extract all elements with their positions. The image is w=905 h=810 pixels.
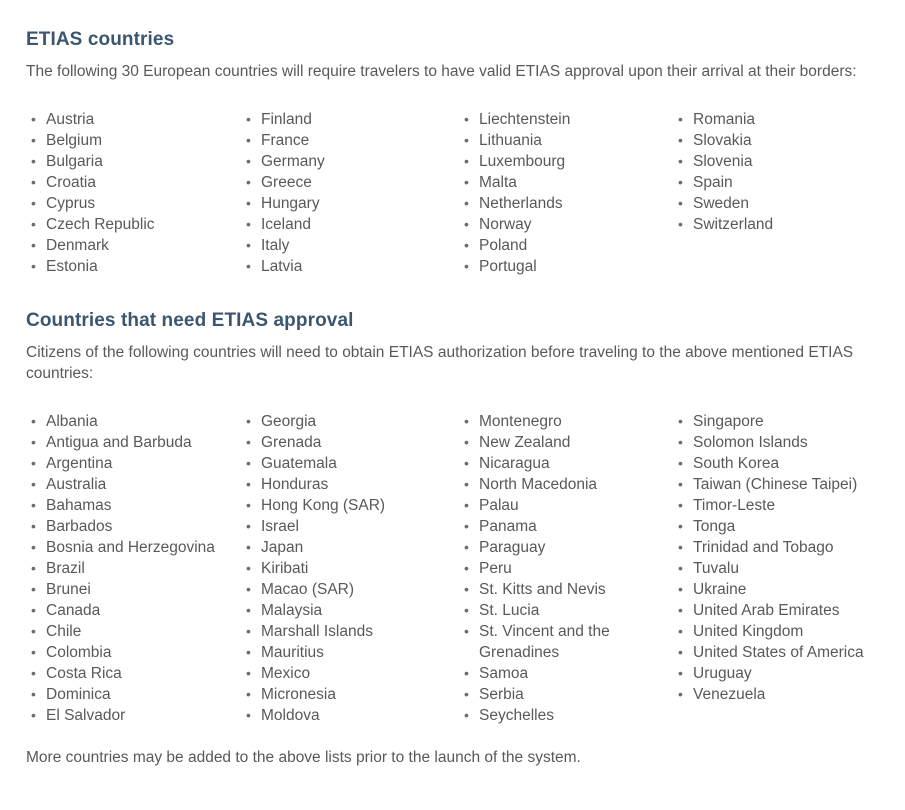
country-list-item xyxy=(26,621,241,642)
country-list-item xyxy=(26,579,241,600)
country-list-item xyxy=(673,642,879,663)
country-list-item xyxy=(459,684,673,705)
country-list-item xyxy=(26,705,241,726)
bullet-icon: • xyxy=(31,560,36,576)
country-column-3 xyxy=(459,411,673,726)
bullet-icon: • xyxy=(31,216,36,232)
country-list-item xyxy=(241,642,459,663)
country-name: Venezuela xyxy=(693,686,766,703)
country-name: Lithuania xyxy=(479,132,542,149)
bullet-icon: • xyxy=(678,518,683,534)
bullet-icon: • xyxy=(246,476,251,492)
country-list-item xyxy=(459,411,673,432)
bullet-icon: • xyxy=(31,258,36,274)
section-approval-countries xyxy=(26,309,879,726)
country-name: Brunei xyxy=(46,581,91,598)
country-list-item xyxy=(459,495,673,516)
bullet-icon: • xyxy=(246,258,251,274)
country-list-item xyxy=(459,474,673,495)
etias-countries-title: ETIAS countries xyxy=(26,29,175,50)
country-name: Honduras xyxy=(261,476,329,493)
country-name: Marshall Islands xyxy=(261,623,373,640)
country-list-item xyxy=(459,193,673,214)
country-list-item xyxy=(673,214,879,235)
country-name: Iceland xyxy=(261,216,311,233)
country-name: Greece xyxy=(261,174,312,191)
country-column-4 xyxy=(673,109,879,235)
country-name: France xyxy=(261,132,310,149)
country-column-1 xyxy=(26,109,241,277)
bullet-icon: • xyxy=(464,132,469,148)
country-list-item xyxy=(241,684,459,705)
country-list-item xyxy=(241,663,459,684)
country-list-item xyxy=(26,516,241,537)
bullet-icon: • xyxy=(246,153,251,169)
country-list-item xyxy=(241,256,459,277)
country-name: Luxembourg xyxy=(479,153,566,170)
country-list-item xyxy=(26,642,241,663)
bullet-icon: • xyxy=(246,132,251,148)
bullet-icon: • xyxy=(31,237,36,253)
bullet-icon: • xyxy=(31,132,36,148)
country-name: Solomon Islands xyxy=(693,434,808,451)
country-name: Palau xyxy=(479,497,519,514)
country-name: United Kingdom xyxy=(693,623,804,640)
country-list-item xyxy=(241,474,459,495)
country-name: Timor-Leste xyxy=(693,497,776,514)
bullet-icon: • xyxy=(246,581,251,597)
bullet-icon: • xyxy=(464,455,469,471)
country-list-item xyxy=(241,411,459,432)
country-name: Czech Republic xyxy=(46,216,155,233)
country-name: Kiribati xyxy=(261,560,309,577)
country-name: Canada xyxy=(46,602,101,619)
country-list-item xyxy=(26,411,241,432)
country-list-item xyxy=(241,151,459,172)
country-name: Peru xyxy=(479,560,512,577)
country-list-item xyxy=(241,172,459,193)
country-list-item xyxy=(241,600,459,621)
country-column-4 xyxy=(673,411,879,705)
bullet-icon: • xyxy=(678,665,683,681)
country-name: Brazil xyxy=(46,560,85,577)
country-name: Tuvalu xyxy=(693,560,739,577)
bullet-icon: • xyxy=(464,111,469,127)
section-etias-countries xyxy=(26,28,879,277)
country-name: Argentina xyxy=(46,455,113,472)
country-list-item xyxy=(459,558,673,579)
bullet-icon: • xyxy=(678,111,683,127)
bullet-icon: • xyxy=(464,153,469,169)
country-name: Malta xyxy=(479,174,517,191)
country-list-item xyxy=(673,411,879,432)
bullet-icon: • xyxy=(246,665,251,681)
country-list-item xyxy=(241,432,459,453)
country-list-item xyxy=(241,558,459,579)
country-list-item xyxy=(673,516,879,537)
bullet-icon: • xyxy=(678,686,683,702)
bullet-icon: • xyxy=(246,644,251,660)
country-list-item xyxy=(241,130,459,151)
bullet-icon: • xyxy=(31,434,36,450)
country-name: Austria xyxy=(46,111,95,128)
country-list-item xyxy=(26,151,241,172)
country-name: Georgia xyxy=(261,413,317,430)
etias-countries-intro: The following 30 European countries will require travelers to have valid ETIAS approval upon their arrival at their borders: xyxy=(26,63,857,80)
country-name: United States of America xyxy=(693,644,864,661)
bullet-icon: • xyxy=(31,686,36,702)
country-name: United Arab Emirates xyxy=(693,602,840,619)
bullet-icon: • xyxy=(678,195,683,211)
country-name: New Zealand xyxy=(479,434,571,451)
country-list-item xyxy=(26,193,241,214)
country-list-item xyxy=(673,621,879,642)
country-list-item xyxy=(673,172,879,193)
country-column-2 xyxy=(241,109,459,277)
country-name: Netherlands xyxy=(479,195,563,212)
bullet-icon: • xyxy=(464,174,469,190)
country-list-item xyxy=(673,579,879,600)
bullet-icon: • xyxy=(678,602,683,618)
country-list-item xyxy=(241,537,459,558)
bullet-icon: • xyxy=(246,707,251,723)
bullet-icon: • xyxy=(31,707,36,723)
country-list-item xyxy=(241,109,459,130)
country-name: Ukraine xyxy=(693,581,747,598)
bullet-icon: • xyxy=(464,539,469,555)
country-name: Norway xyxy=(479,216,532,233)
country-column-3 xyxy=(459,109,673,277)
bullet-icon: • xyxy=(246,174,251,190)
country-name: Bahamas xyxy=(46,497,112,514)
country-list-item xyxy=(459,663,673,684)
country-name: Romania xyxy=(693,111,756,128)
bullet-icon: • xyxy=(464,623,469,639)
country-column-2 xyxy=(241,411,459,726)
bullet-icon: • xyxy=(246,237,251,253)
bullet-icon: • xyxy=(246,560,251,576)
bullet-icon: • xyxy=(464,258,469,274)
bullet-icon: • xyxy=(464,195,469,211)
etias-countries-list xyxy=(26,109,879,277)
bullet-icon: • xyxy=(31,174,36,190)
country-list-item xyxy=(26,172,241,193)
country-list-item xyxy=(26,537,241,558)
bullet-icon: • xyxy=(246,497,251,513)
bullet-icon: • xyxy=(678,581,683,597)
bullet-icon: • xyxy=(246,195,251,211)
country-list-item xyxy=(673,495,879,516)
bullet-icon: • xyxy=(678,216,683,232)
bullet-icon: • xyxy=(678,413,683,429)
country-name: Panama xyxy=(479,518,537,535)
country-name: Mauritius xyxy=(261,644,324,661)
country-name: Tonga xyxy=(693,518,736,535)
country-list-item xyxy=(673,684,879,705)
country-list-item xyxy=(673,109,879,130)
country-name: Malaysia xyxy=(261,602,323,619)
country-name: Poland xyxy=(479,237,528,254)
country-list-item xyxy=(26,235,241,256)
country-name: Colombia xyxy=(46,644,112,661)
country-list-item xyxy=(673,151,879,172)
country-list-item xyxy=(673,474,879,495)
country-name: Japan xyxy=(261,539,304,556)
country-name: Bulgaria xyxy=(46,153,103,170)
country-name: Australia xyxy=(46,476,107,493)
bullet-icon: • xyxy=(678,623,683,639)
country-name: Germany xyxy=(261,153,325,170)
country-name: Trinidad and Tobago xyxy=(693,539,834,556)
country-list-item xyxy=(673,432,879,453)
bullet-icon: • xyxy=(464,602,469,618)
bullet-icon: • xyxy=(464,413,469,429)
country-name: Macao (SAR) xyxy=(261,581,355,598)
country-list-item xyxy=(26,495,241,516)
bullet-icon: • xyxy=(246,455,251,471)
bullet-icon: • xyxy=(464,476,469,492)
country-name: Barbados xyxy=(46,518,113,535)
country-name: Seychelles xyxy=(479,707,554,724)
bullet-icon: • xyxy=(464,581,469,597)
bullet-icon: • xyxy=(678,455,683,471)
bullet-icon: • xyxy=(678,434,683,450)
country-list-item xyxy=(459,600,673,621)
country-name: El Salvador xyxy=(46,707,126,724)
bullet-icon: • xyxy=(678,644,683,660)
bullet-icon: • xyxy=(31,602,36,618)
country-name: Finland xyxy=(261,111,312,128)
country-list-item xyxy=(673,130,879,151)
country-name: Slovakia xyxy=(693,132,752,149)
country-list-item xyxy=(459,621,673,663)
bullet-icon: • xyxy=(678,560,683,576)
country-name: Slovenia xyxy=(693,153,753,170)
country-name: Moldova xyxy=(261,707,320,724)
country-name: St. Kitts and Nevis xyxy=(479,581,606,598)
bullet-icon: • xyxy=(31,665,36,681)
country-name: Israel xyxy=(261,518,299,535)
bullet-icon: • xyxy=(31,644,36,660)
country-list-item xyxy=(459,109,673,130)
bullet-icon: • xyxy=(678,153,683,169)
bullet-icon: • xyxy=(246,539,251,555)
country-list-item xyxy=(26,474,241,495)
bullet-icon: • xyxy=(31,413,36,429)
country-list-item xyxy=(459,453,673,474)
country-list-item xyxy=(26,684,241,705)
country-list-item xyxy=(241,193,459,214)
footer-note: More countries may be added to the above lists prior to the launch of the system. xyxy=(26,749,581,766)
bullet-icon: • xyxy=(31,497,36,513)
country-list-item xyxy=(673,453,879,474)
country-list-item xyxy=(459,151,673,172)
bullet-icon: • xyxy=(464,434,469,450)
country-name: St. Vincent and the Grenadines xyxy=(479,623,610,661)
approval-countries-list xyxy=(26,411,879,726)
country-list-item xyxy=(459,214,673,235)
country-name: Hungary xyxy=(261,195,320,212)
country-name: Costa Rica xyxy=(46,665,122,682)
country-list-item xyxy=(241,621,459,642)
country-name: Dominica xyxy=(46,686,111,703)
country-name: St. Lucia xyxy=(479,602,540,619)
country-name: Montenegro xyxy=(479,413,562,430)
country-name: North Macedonia xyxy=(479,476,598,493)
country-list-item xyxy=(673,537,879,558)
country-name: Denmark xyxy=(46,237,109,254)
bullet-icon: • xyxy=(31,539,36,555)
bullet-icon: • xyxy=(246,413,251,429)
country-name: Uruguay xyxy=(693,665,752,682)
bullet-icon: • xyxy=(678,476,683,492)
country-name: Paraguay xyxy=(479,539,546,556)
country-list-item xyxy=(459,537,673,558)
country-list-item xyxy=(241,705,459,726)
bullet-icon: • xyxy=(464,237,469,253)
country-name: Croatia xyxy=(46,174,96,191)
country-name: Singapore xyxy=(693,413,764,430)
country-list-item xyxy=(459,579,673,600)
bullet-icon: • xyxy=(678,539,683,555)
country-list-item xyxy=(241,516,459,537)
country-list-item xyxy=(241,214,459,235)
country-name: Cyprus xyxy=(46,195,96,212)
country-name: Chile xyxy=(46,623,82,640)
approval-countries-title: Countries that need ETIAS approval xyxy=(26,310,354,331)
bullet-icon: • xyxy=(464,518,469,534)
country-list-item xyxy=(241,579,459,600)
country-name: Grenada xyxy=(261,434,322,451)
bullet-icon: • xyxy=(464,560,469,576)
country-list-item xyxy=(459,172,673,193)
country-list-item xyxy=(26,600,241,621)
bullet-icon: • xyxy=(678,132,683,148)
country-name: Liechtenstein xyxy=(479,111,571,128)
country-name: South Korea xyxy=(693,455,780,472)
country-list-item xyxy=(673,193,879,214)
country-name: Micronesia xyxy=(261,686,336,703)
country-name: Switzerland xyxy=(693,216,774,233)
bullet-icon: • xyxy=(31,111,36,127)
country-list-item xyxy=(459,130,673,151)
bullet-icon: • xyxy=(246,602,251,618)
country-list-item xyxy=(26,256,241,277)
country-list-item xyxy=(241,235,459,256)
country-name: Portugal xyxy=(479,258,537,275)
country-name: Sweden xyxy=(693,195,750,212)
country-list-item xyxy=(26,109,241,130)
bullet-icon: • xyxy=(31,153,36,169)
country-list-item xyxy=(459,516,673,537)
country-list-item xyxy=(673,600,879,621)
bullet-icon: • xyxy=(246,686,251,702)
bullet-icon: • xyxy=(31,623,36,639)
country-list-item xyxy=(673,663,879,684)
country-list-item xyxy=(459,432,673,453)
country-name: Bosnia and Herzegovina xyxy=(46,539,215,556)
country-list-item xyxy=(26,130,241,151)
bullet-icon: • xyxy=(31,476,36,492)
bullet-icon: • xyxy=(246,111,251,127)
country-list-item xyxy=(26,558,241,579)
country-list-item xyxy=(26,663,241,684)
approval-countries-intro: Citizens of the following countries will need to obtain ETIAS authorization before traveling to the above mentioned ETIAS countries: xyxy=(26,344,854,382)
country-list-item xyxy=(26,453,241,474)
bullet-icon: • xyxy=(678,497,683,513)
bullet-icon: • xyxy=(678,174,683,190)
country-list-item xyxy=(26,214,241,235)
country-name: Mexico xyxy=(261,665,311,682)
country-list-item xyxy=(241,495,459,516)
country-name: Guatemala xyxy=(261,455,337,472)
bullet-icon: • xyxy=(464,707,469,723)
bullet-icon: • xyxy=(246,623,251,639)
country-name: Taiwan (Chinese Taipei) xyxy=(693,476,858,493)
country-name: Estonia xyxy=(46,258,98,275)
bullet-icon: • xyxy=(246,216,251,232)
country-list-item xyxy=(673,558,879,579)
country-column-1 xyxy=(26,411,241,726)
bullet-icon: • xyxy=(31,518,36,534)
country-list-item xyxy=(459,705,673,726)
bullet-icon: • xyxy=(246,518,251,534)
bullet-icon: • xyxy=(246,434,251,450)
country-name: Italy xyxy=(261,237,290,254)
bullet-icon: • xyxy=(31,581,36,597)
country-list-item xyxy=(459,235,673,256)
bullet-icon: • xyxy=(31,195,36,211)
country-list-item xyxy=(459,256,673,277)
bullet-icon: • xyxy=(464,686,469,702)
country-name: Albania xyxy=(46,413,98,430)
country-name: Nicaragua xyxy=(479,455,550,472)
country-list-item xyxy=(26,432,241,453)
country-list-item xyxy=(241,453,459,474)
bullet-icon: • xyxy=(464,216,469,232)
bullet-icon: • xyxy=(464,497,469,513)
country-name: Belgium xyxy=(46,132,102,149)
country-name: Latvia xyxy=(261,258,303,275)
bullet-icon: • xyxy=(31,455,36,471)
country-name: Serbia xyxy=(479,686,524,703)
country-name: Spain xyxy=(693,174,733,191)
country-name: Antigua and Barbuda xyxy=(46,434,192,451)
country-name: Samoa xyxy=(479,665,529,682)
country-name: Hong Kong (SAR) xyxy=(261,497,386,514)
bullet-icon: • xyxy=(464,665,469,681)
